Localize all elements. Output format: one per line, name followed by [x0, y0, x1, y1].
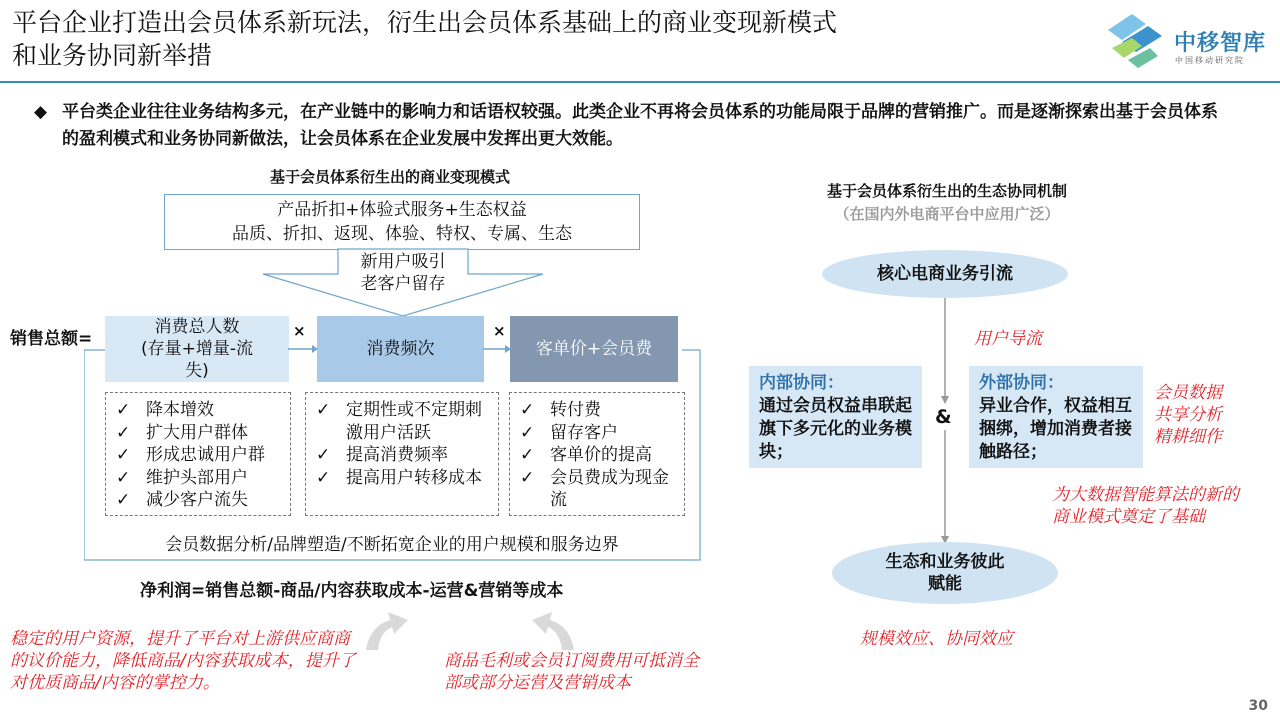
- check-icon: ✓: [116, 422, 131, 443]
- left-section-heading: 基于会员体系衍生出的商业变现模式: [269, 168, 510, 186]
- page-number: 30: [1248, 698, 1268, 714]
- sales-formula-label: 销售总额=: [10, 329, 93, 349]
- check-icon: ✓: [116, 490, 131, 510]
- check-icon: ✓: [316, 467, 331, 488]
- check-icon: ✓: [520, 400, 535, 420]
- core-ecommerce-label: 核心电商业务引流: [877, 264, 1013, 284]
- list-item: ✓ 转付费: [520, 400, 601, 420]
- logo-subtext: 中国移动研究院: [1175, 56, 1245, 65]
- metric-total-consumers: [105, 316, 289, 382]
- logo-text: 中移智库: [1174, 31, 1267, 56]
- arrow-right-icon: [288, 342, 320, 356]
- check-icon: ✓: [116, 467, 131, 488]
- logo-mark-icon: [1102, 8, 1172, 74]
- list-item: ✓ 扩大用户群体: [116, 422, 248, 443]
- list-item: ✓ 降本增效: [116, 400, 214, 420]
- external-collab-box: [969, 366, 1143, 468]
- ecosystem-line1: 生态和业务彼此: [885, 552, 1005, 572]
- core-ecommerce-ellipse: [822, 250, 1068, 298]
- list-item: ✓ 提高用户转移成本: [316, 467, 482, 488]
- list-item: ✓ 客单价的提高: [520, 445, 652, 465]
- list-item: ✓ 会员费成为现金流: [520, 467, 669, 510]
- bottom-note: 会员数据分析/品牌塑造/不断拓宽企业的用户规模和服务边界: [165, 535, 619, 555]
- benefits-line2: 品质、折扣、返现、体验、特权、专属、生态: [232, 224, 572, 244]
- list-item: ✓ 定期性或不定期刺激用户活跃: [316, 400, 482, 443]
- metric1-line1: 消费总人数: [154, 317, 240, 337]
- arrow-label-line2: 老客户留存: [360, 274, 446, 294]
- metric-unit-price: [510, 316, 678, 382]
- right-section-heading: 基于会员体系衍生出的生态协同机制: [826, 182, 1067, 200]
- intro-text: 平台类企业往往业务结构多元，在产业链中的影响力和话语权较强。此类企业不再将会员体系的功能局限于品牌的营销推广。而是逐渐探索出基于会员体系的盈利模式和业务协同新做法，让会员体系在企业发展中发挥出更大效能。: [62, 102, 1218, 149]
- curved-arrow-icon: [520, 600, 580, 652]
- diamond-bullet-icon: ◆: [34, 102, 48, 122]
- checklist-frequency: [305, 392, 499, 516]
- external-collab-text: 异业合作，权益相互捆绑，增加消费者接触路径；: [979, 396, 1132, 462]
- ecosystem-ellipse: [832, 542, 1058, 604]
- check-icon: ✓: [116, 445, 131, 465]
- check-icon: ✓: [520, 467, 535, 488]
- internal-collab-text: 通过会员权益串联起旗下多元化的业务模块；: [759, 396, 912, 462]
- net-profit-formula: 净利润=销售总额-商品/内容获取成本-运营&营销等成本: [140, 581, 564, 601]
- list-item: ✓ 形成忠诚用户群: [116, 445, 265, 465]
- title-divider: [0, 81, 1280, 83]
- page-title-line2: 和业务协同新举措: [12, 41, 213, 70]
- arrow-right-icon: [483, 342, 513, 356]
- metric3-label: 客单价+会员费: [535, 339, 653, 359]
- check-icon: ✓: [116, 400, 131, 420]
- metric1-line3: 失): [185, 361, 209, 381]
- bigdata-note: 为大数据智能算法的新的商业模式奠定了基础: [1052, 485, 1239, 527]
- check-icon: ✓: [316, 400, 331, 420]
- list-item: ✓ 减少客户流失: [116, 490, 248, 510]
- data-sharing-note: 会员数据共享分析精耕细作: [1154, 383, 1222, 447]
- benefits-line1: 产品折扣+体验式服务+生态权益: [277, 200, 527, 220]
- check-icon: ✓: [520, 422, 535, 443]
- metric2-label: 消费频次: [366, 339, 435, 359]
- ecosystem-line2: 赋能: [928, 574, 962, 594]
- arrow-label: [300, 251, 506, 295]
- metric1-line2: (存量+增量-流: [140, 339, 253, 359]
- external-collab-label: 外部协同：: [979, 373, 1064, 393]
- right-section-subheading: （在国内外电商平台中应用广泛）: [834, 205, 1060, 223]
- note-right: 商品毛利或会员订阅费用可抵消全部或部分运营及营销成本: [444, 651, 699, 693]
- page-title-line1: 平台企业打造出会员体系新玩法，衍生出会员体系基础上的商业变现新模式: [12, 8, 838, 37]
- list-item: ✓ 维护头部用户: [116, 467, 248, 488]
- checklist-consumers: [105, 392, 291, 516]
- arrow-label-line1: 新用户吸引: [360, 252, 446, 272]
- multiply-sign-1: ×: [293, 322, 306, 340]
- multiply-sign-2: ×: [493, 322, 506, 340]
- check-icon: ✓: [316, 445, 331, 465]
- metric-frequency: [317, 316, 484, 382]
- internal-collab-box: [749, 366, 922, 468]
- check-icon: ✓: [520, 445, 535, 465]
- page-title: [12, 6, 837, 72]
- internal-collab-label: 内部协同：: [759, 373, 844, 393]
- benefits-box: [164, 194, 640, 250]
- ampersand: &: [935, 406, 952, 428]
- note-left: 稳定的用户资源，提升了平台对上游供应商商的议价能力，降低商品/内容获取成本，提升了对优质商品/内容的掌控力。: [10, 629, 356, 693]
- list-item: ✓ 提高消费频率: [316, 445, 448, 465]
- list-item: ✓ 留存客户: [520, 422, 618, 443]
- checklist-price: [509, 392, 685, 516]
- user-flow-label: 用户导流: [974, 329, 1042, 349]
- effect-label: 规模效应、协同效应: [860, 629, 1013, 649]
- company-logo: [1102, 8, 1270, 74]
- curved-arrow-icon: [360, 600, 420, 652]
